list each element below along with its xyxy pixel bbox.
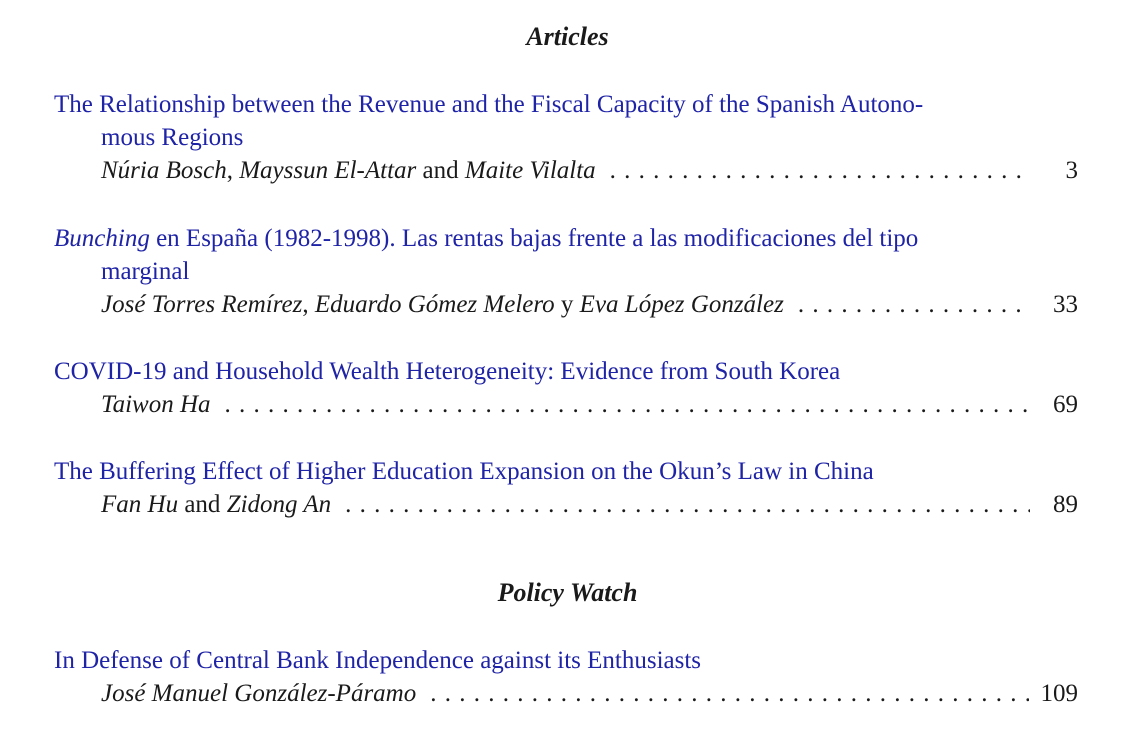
leader-dots — [430, 677, 1028, 710]
author-separator: , — [226, 157, 240, 184]
article-title[interactable] — [54, 222, 1078, 255]
leader-dots — [225, 388, 1030, 421]
article-title-continuation[interactable]: mous Regions — [101, 124, 244, 151]
author-separator: y — [554, 291, 580, 318]
leader-dots — [345, 488, 1030, 521]
authors — [101, 388, 211, 421]
author-name: José Torres Remírez — [101, 291, 303, 318]
article-title-italic: Bunching — [54, 225, 150, 252]
section-heading-policy-watch: Policy Watch — [497, 578, 638, 607]
author-line — [54, 288, 1078, 321]
article-title[interactable]: The Buffering Effect of Higher Education Expansion on the Okun’s Law in China — [54, 458, 874, 485]
author-separator: and — [178, 491, 227, 518]
article-title[interactable]: In Defense of Central Bank Independence against its Enthusiasts — [54, 647, 702, 674]
page-number[interactable]: 3 — [1065, 157, 1078, 184]
author-line — [54, 388, 1078, 421]
article-title[interactable]: The Relationship between the Revenue and the Fiscal Capacity of the Spanish Autono- — [54, 91, 924, 118]
author-separator: and — [416, 157, 465, 184]
article-title-continuation[interactable]: marginal — [101, 258, 190, 285]
author-name: Eva López González — [579, 291, 784, 318]
authors — [101, 154, 596, 187]
author-separator: , — [302, 291, 315, 318]
toc-entry[interactable] — [54, 88, 1078, 187]
author-line — [54, 488, 1078, 521]
toc-entry[interactable] — [54, 455, 1078, 521]
author-name: Núria Bosch — [101, 157, 227, 184]
section-heading-articles: Articles — [526, 22, 609, 51]
article-title[interactable]: COVID-19 and Household Wealth Heterogeneity: Evidence from South Korea — [54, 358, 841, 385]
page-number[interactable]: 109 — [1040, 680, 1078, 707]
authors — [101, 288, 784, 321]
author-name: Eduardo Gómez Melero — [314, 291, 555, 318]
author-name: Fan Hu — [101, 491, 179, 518]
leader-dots — [798, 288, 1030, 321]
authors — [101, 677, 416, 710]
leader-dots — [610, 154, 1030, 187]
toc-entry[interactable] — [54, 222, 1078, 321]
author-name: Taiwon Ha — [101, 391, 211, 418]
page-number[interactable]: 69 — [1053, 391, 1078, 418]
authors — [101, 488, 331, 521]
author-line — [54, 154, 1078, 187]
author-name: Maite Vilalta — [464, 157, 596, 184]
author-name: Mayssun El-Attar — [239, 157, 417, 184]
author-name: José Manuel González-Páramo — [101, 680, 417, 707]
article-title-text: en España (1982-1998). Las rentas bajas frente a las modificaciones del tipo — [149, 225, 919, 252]
toc-entry[interactable] — [54, 644, 1078, 710]
page-number[interactable]: 33 — [1053, 291, 1078, 318]
page-number[interactable]: 89 — [1053, 491, 1078, 518]
author-name: Zidong An — [226, 491, 332, 518]
author-line — [54, 677, 1078, 710]
toc-entry[interactable] — [54, 355, 1078, 421]
